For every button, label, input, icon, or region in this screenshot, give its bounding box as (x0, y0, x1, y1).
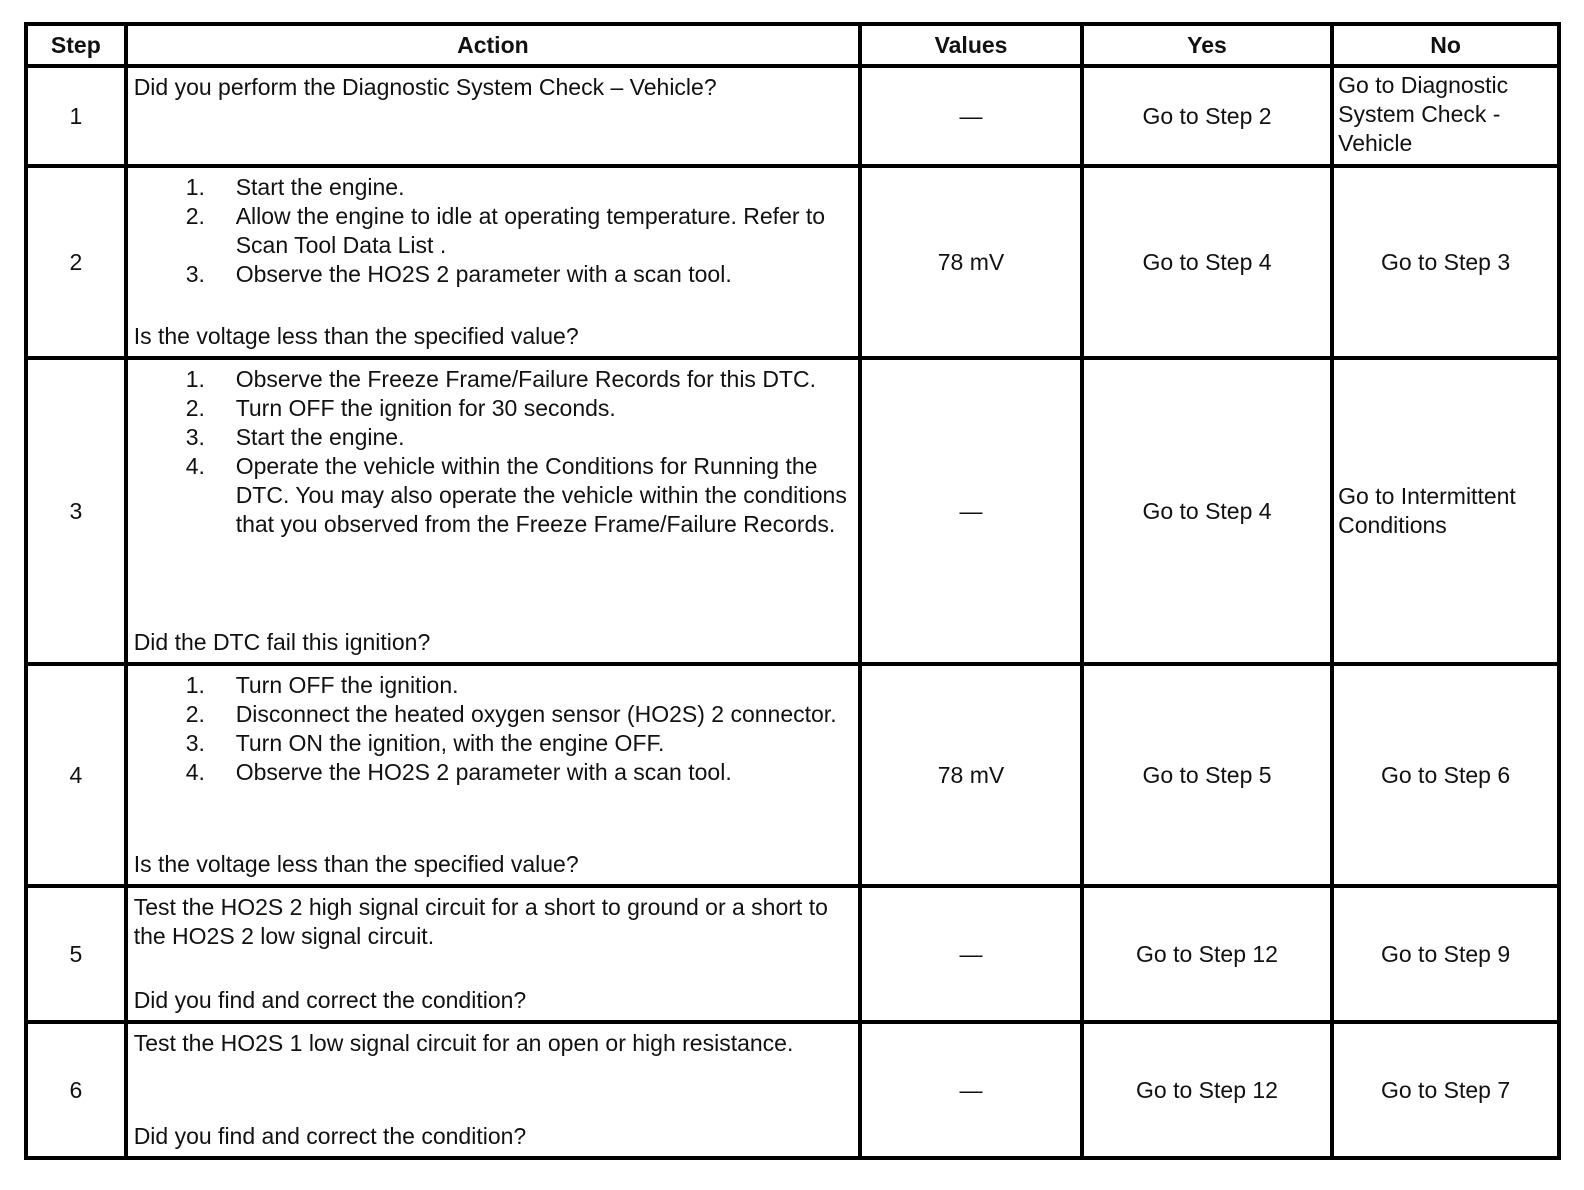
action-cell (126, 664, 860, 886)
yes-cell: Go to Step 5 (1082, 664, 1332, 886)
table-row (26, 1022, 1559, 1158)
action-question: Did you find and correct the condition? (133, 987, 527, 1013)
header-values: Values (860, 24, 1082, 66)
action-steps-list (134, 365, 852, 539)
header-action: Action (126, 24, 860, 66)
list-item: 1. Observe the Freeze Frame/Failure Records for this DTC. (185, 366, 816, 392)
no-cell: Go to Step 6 (1332, 664, 1559, 886)
table-row (26, 166, 1559, 358)
action-question: Did you find and correct the condition? (133, 1123, 527, 1149)
action-steps-list (134, 671, 852, 787)
header-row (26, 24, 1559, 66)
action-steps-list (134, 173, 852, 289)
step-number: 2 (26, 166, 126, 358)
yes-cell: Go to Step 4 (1082, 166, 1332, 358)
list-item: 2. Allow the engine to idle at operating temperature. Refer to Scan Tool Data List . (185, 203, 826, 258)
list-item: 3. Turn ON the ignition, with the engine OFF. (185, 730, 665, 756)
step-number: 4 (26, 664, 126, 886)
table-row (26, 886, 1559, 1022)
values-cell: — (860, 66, 1082, 166)
action-cell (126, 166, 860, 358)
values-cell: 78 mV (860, 664, 1082, 886)
yes-cell: Go to Step 12 (1082, 886, 1332, 1022)
values-cell: 78 mV (860, 166, 1082, 358)
table-row (26, 66, 1559, 166)
list-item: 4. Observe the HO2S 2 parameter with a scan tool. (185, 759, 732, 785)
action-cell (126, 66, 860, 166)
table-row (26, 664, 1559, 886)
action-cell (126, 1022, 860, 1158)
yes-cell: Go to Step 4 (1082, 358, 1332, 664)
no-cell: Go to Intermittent Conditions (1332, 358, 1559, 664)
no-cell: Go to Step 3 (1332, 166, 1559, 358)
yes-cell: Go to Step 2 (1082, 66, 1332, 166)
action-text: Did you perform the Diagnostic System Check – Vehicle? (133, 74, 717, 100)
header-no: No (1332, 24, 1559, 66)
no-cell: Go to Step 7 (1332, 1022, 1559, 1158)
step-number: 1 (26, 66, 126, 166)
action-cell (126, 358, 860, 664)
list-item: 3. Observe the HO2S 2 parameter with a scan tool. (185, 261, 732, 287)
list-item: 4. Operate the vehicle within the Conditions for Running the DTC. You may also operate the vehicle within the conditions that you observed from the Freeze Frame/Failure Records. (185, 453, 847, 537)
action-text: Test the HO2S 2 high signal circuit for a short to ground or a short to the HO2S 2 low signal circuit. (133, 894, 828, 949)
list-item: 1. Turn OFF the ignition. (185, 672, 459, 698)
action-question: Is the voltage less than the specified value? (133, 323, 579, 349)
table-row (26, 358, 1559, 664)
step-number: 5 (26, 886, 126, 1022)
values-cell: — (860, 1022, 1082, 1158)
values-cell: — (860, 358, 1082, 664)
step-number: 6 (26, 1022, 126, 1158)
list-item: 1. Start the engine. (185, 174, 405, 200)
action-question: Did the DTC fail this ignition? (133, 629, 431, 655)
no-cell: Go to Diagnostic System Check - Vehicle (1332, 66, 1559, 166)
header-step: Step (26, 24, 126, 66)
action-text: Test the HO2S 1 low signal circuit for an open or high resistance. (133, 1030, 794, 1056)
action-cell (126, 886, 860, 1022)
step-number: 3 (26, 358, 126, 664)
action-question: Is the voltage less than the specified value? (133, 851, 579, 877)
header-yes: Yes (1082, 24, 1332, 66)
diagnostic-table (24, 22, 1561, 1160)
list-item: 3. Start the engine. (185, 424, 405, 450)
list-item: 2. Turn OFF the ignition for 30 seconds. (185, 395, 616, 421)
no-cell: Go to Step 9 (1332, 886, 1559, 1022)
list-item: 2. Disconnect the heated oxygen sensor (HO2S) 2 connector. (185, 701, 837, 727)
yes-cell: Go to Step 12 (1082, 1022, 1332, 1158)
values-cell: — (860, 886, 1082, 1022)
